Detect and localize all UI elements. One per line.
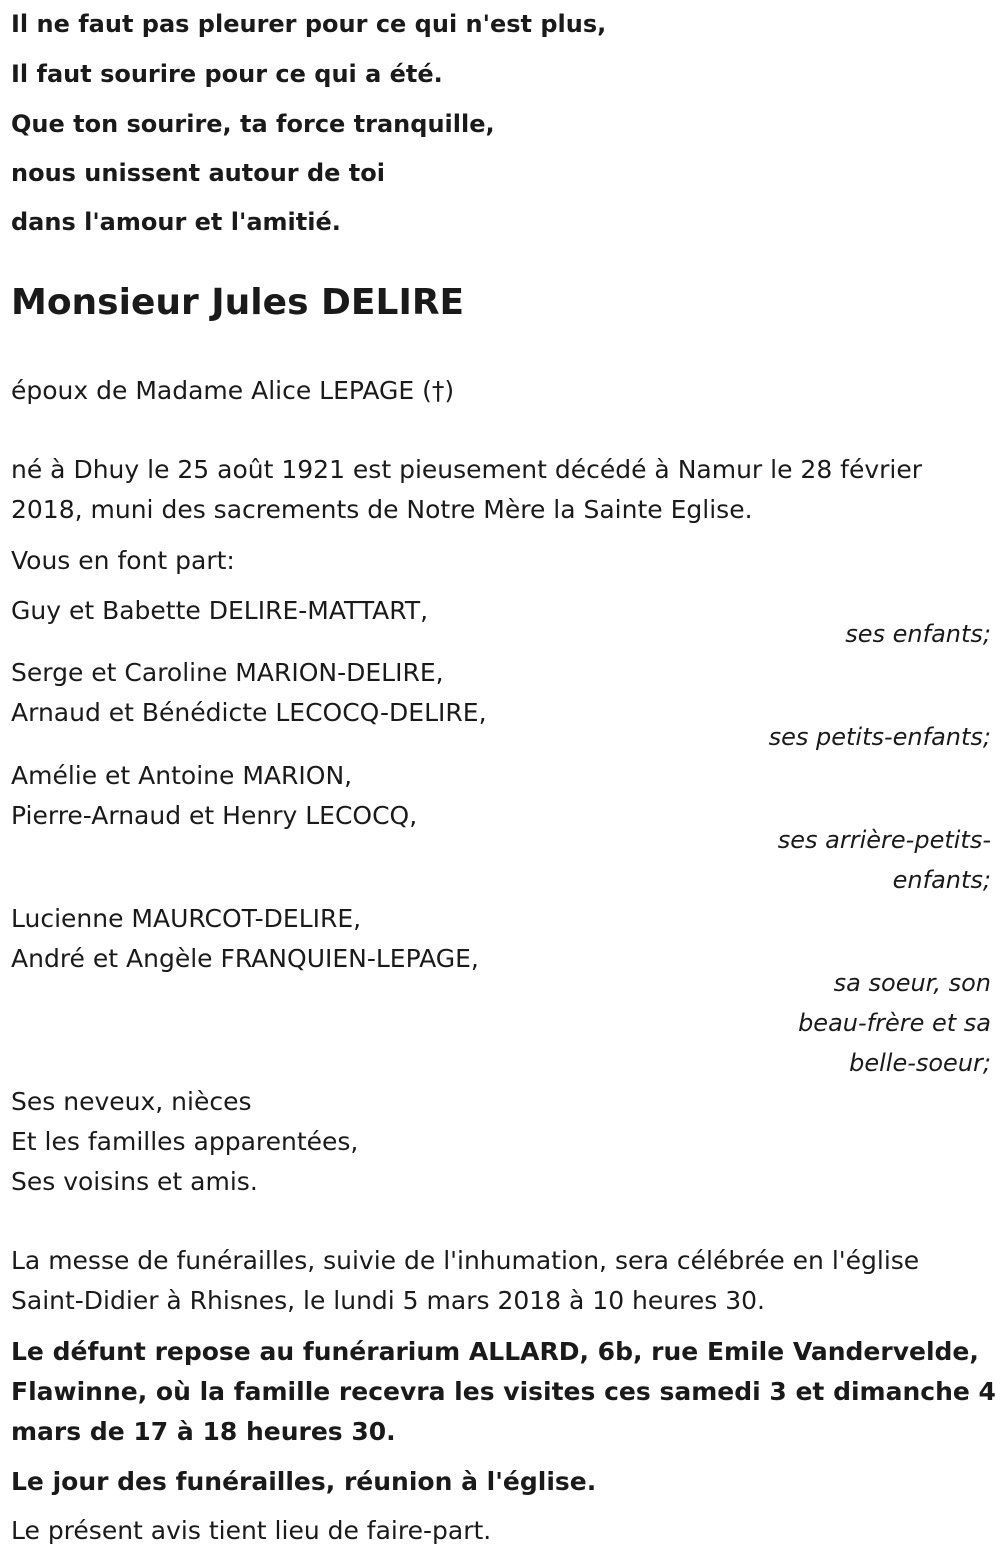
- deceased-name: Monsieur Jules DELIRE: [11, 282, 465, 323]
- poem-line: Il ne faut pas pleurer pour ce qui n'est plus,: [11, 10, 607, 38]
- funerarium-line: Flawinne, où la famille recevra les visites ces samedi 3 et dimanche 4: [11, 1377, 996, 1406]
- spouse-line: époux de Madame Alice LEPAGE (†): [11, 376, 455, 405]
- others-line: Ses neveux, nièces: [11, 1087, 252, 1116]
- family-relation: beau-frère et sa: [798, 1009, 991, 1037]
- poem-line: Que ton sourire, ta force tranquille,: [11, 110, 495, 138]
- funerarium-line: mars de 17 à 18 heures 30.: [11, 1417, 396, 1446]
- meeting-line: Le jour des funérailles, réunion à l'église.: [11, 1467, 597, 1496]
- family-name: Lucienne MAURCOT-DELIRE,: [11, 904, 362, 933]
- family-relation: belle-soeur;: [849, 1049, 991, 1077]
- birth-death-line: né à Dhuy le 25 août 1921 est pieusement décédé à Namur le 28 février: [11, 455, 923, 484]
- birth-death-line: 2018, muni des sacrements de Notre Mère la Sainte Eglise.: [11, 495, 753, 524]
- family-name: Guy et Babette DELIRE-MATTART,: [11, 596, 429, 625]
- family-name: Amélie et Antoine MARION,: [11, 761, 353, 790]
- mass-line: Saint-Didier à Rhisnes, le lundi 5 mars 2018 à 10 heures 30.: [11, 1286, 765, 1315]
- others-line: Et les familles apparentées,: [11, 1127, 359, 1156]
- poem-line: nous unissent autour de toi: [11, 159, 385, 187]
- family-name: Serge et Caroline MARION-DELIRE,: [11, 658, 444, 687]
- poem-line: Il faut sourire pour ce qui a été.: [11, 60, 443, 88]
- funerarium-line: Le défunt repose au funérarium ALLARD, 6b, rue Emile Vandervelde,: [11, 1337, 979, 1366]
- family-relation: ses petits-enfants;: [768, 723, 991, 751]
- mass-line: La messe de funérailles, suivie de l'inhumation, sera célébrée en l'église: [11, 1246, 920, 1275]
- family-relation: ses enfants;: [845, 620, 991, 648]
- family-name: André et Angèle FRANQUIEN-LEPAGE,: [11, 944, 479, 973]
- family-name: Arnaud et Bénédicte LECOCQ-DELIRE,: [11, 698, 487, 727]
- poem-line: dans l'amour et l'amitié.: [11, 208, 341, 236]
- family-relation: ses arrière-petits-: [777, 826, 991, 854]
- family-relation: enfants;: [892, 866, 991, 894]
- others-line: Ses voisins et amis.: [11, 1167, 258, 1196]
- family-relation: sa soeur, son: [833, 969, 991, 997]
- closing-line: Le présent avis tient lieu de faire-part.: [11, 1516, 492, 1545]
- announce-intro: Vous en font part:: [11, 546, 235, 575]
- family-name: Pierre-Arnaud et Henry LECOCQ,: [11, 801, 418, 830]
